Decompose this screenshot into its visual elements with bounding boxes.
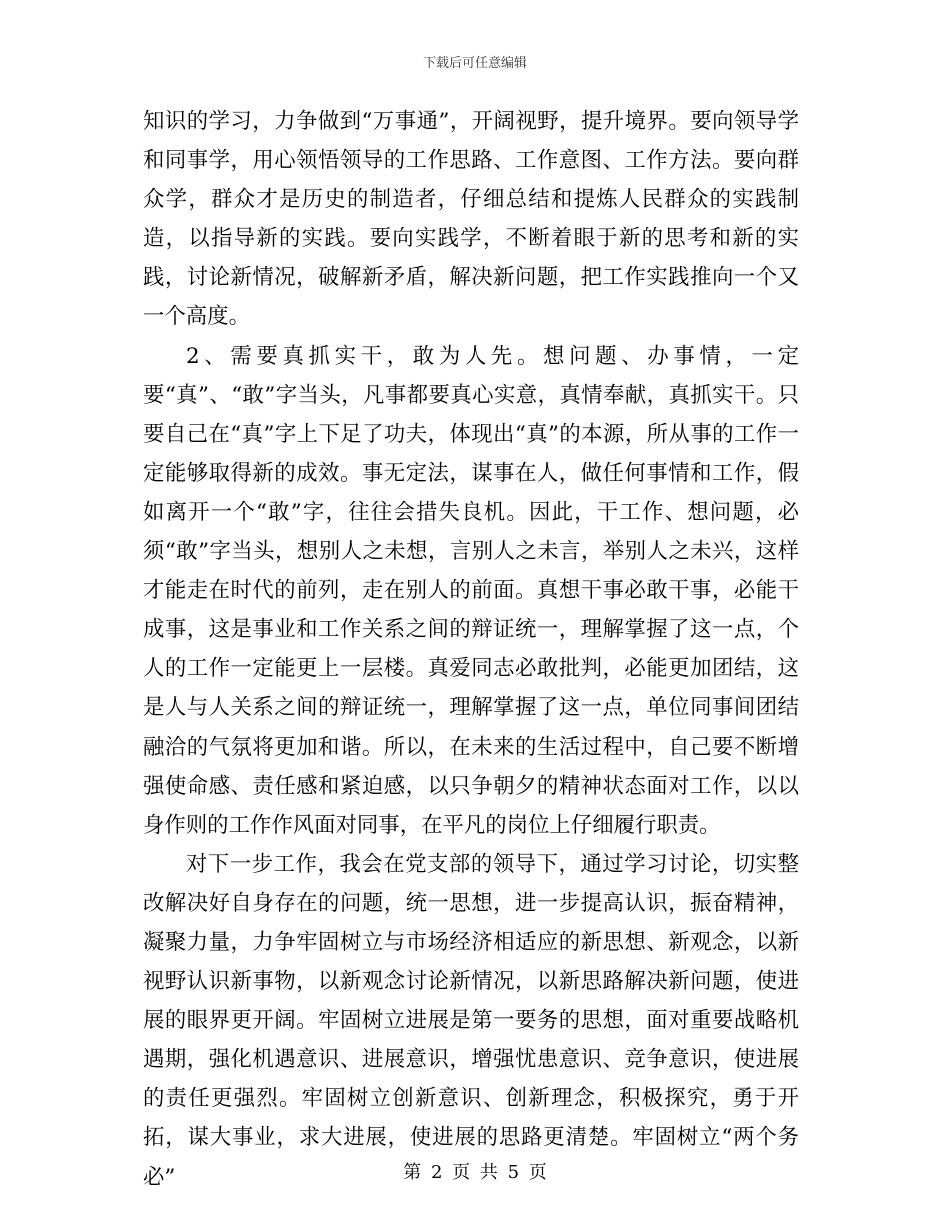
paragraph-next-steps: 对下一步工作，我会在党支部的领导下，通过学习讨论，切实整改解决好自身存在的问题，统一思想，进一步提高认识，振奋精神，凝聚力量，力争牢固树立与市场经济相适应的新思想、新观念，以新视野认识新事物，以新观念讨论新情况，以新思路解决新问题，使进展的眼界更开阔。牢固树立进展是第一要务的思想，面对重要战略机遇期，强化机遇意识、进展意识，增强忧患意识、竞争意识，使进展的责任更强烈。牢固树立创新意识、创新理念，积极探究，勇于开拓，谋大事业，求大进展，使进展的思路更清楚。牢固树立“两个务必” <box>143 851 799 1190</box>
page-header: 下载后可任意编辑 <box>422 56 527 71</box>
paragraph-continued: 知识的学习，力争做到“万事通”，开阔视野，提升境界。要向领导学和同事学，用心领悟领导的工作思路、工作意图、工作方法。要向群众学，群众才是历史的制造者，仔细总结和提炼人民群众的实践制造，以指导新的实践。要向实践学，不断着眼于新的思考和新的实践，讨论新情况，破解新矛盾，解决新问题，把工作实践推向一个又一个高度。 <box>143 109 799 330</box>
paragraph-item-2: 2、需要真抓实干，敢为人先。想问题、办事情，一定要“真”、“敢”字当头，凡事都要真心实意，真情奉献，真抓实干。只要自己在“真”字上下足了功夫，体现出“真”的本源，所从事的工作一定能够取得新的成效。事无定法，谋事在人，做任何事情和工作，假如离开一个“敢”字，往往会措失良机。因此，干工作、想问题，必须“敢”字当头，想别人之未想，言别人之未言，举别人之未兴，这样才能走在时代的前列，走在别人的前面。真想干事必敢干事，必能干成事，这是事业和工作关系之间的辩证统一，理解掌握了这一点，个人的工作一定能更上一层楼。真爱同志必敢批判，必能更加团结，这是人与人关系之间的辩证统一，理解掌握了这一点，单位同事间团结融洽的气氛将更加和谐。所以，在未来的生活过程中，自己要不断增强使命感、责任感和紧迫感，以只争朝夕的精神状态面对工作，以以身作则的工作作风面对同事，在平凡的岗位上仔细履行职责。 <box>143 343 799 838</box>
page-number: 第 2 页 共 5 页 <box>403 1162 547 1183</box>
document-body <box>143 102 799 1197</box>
